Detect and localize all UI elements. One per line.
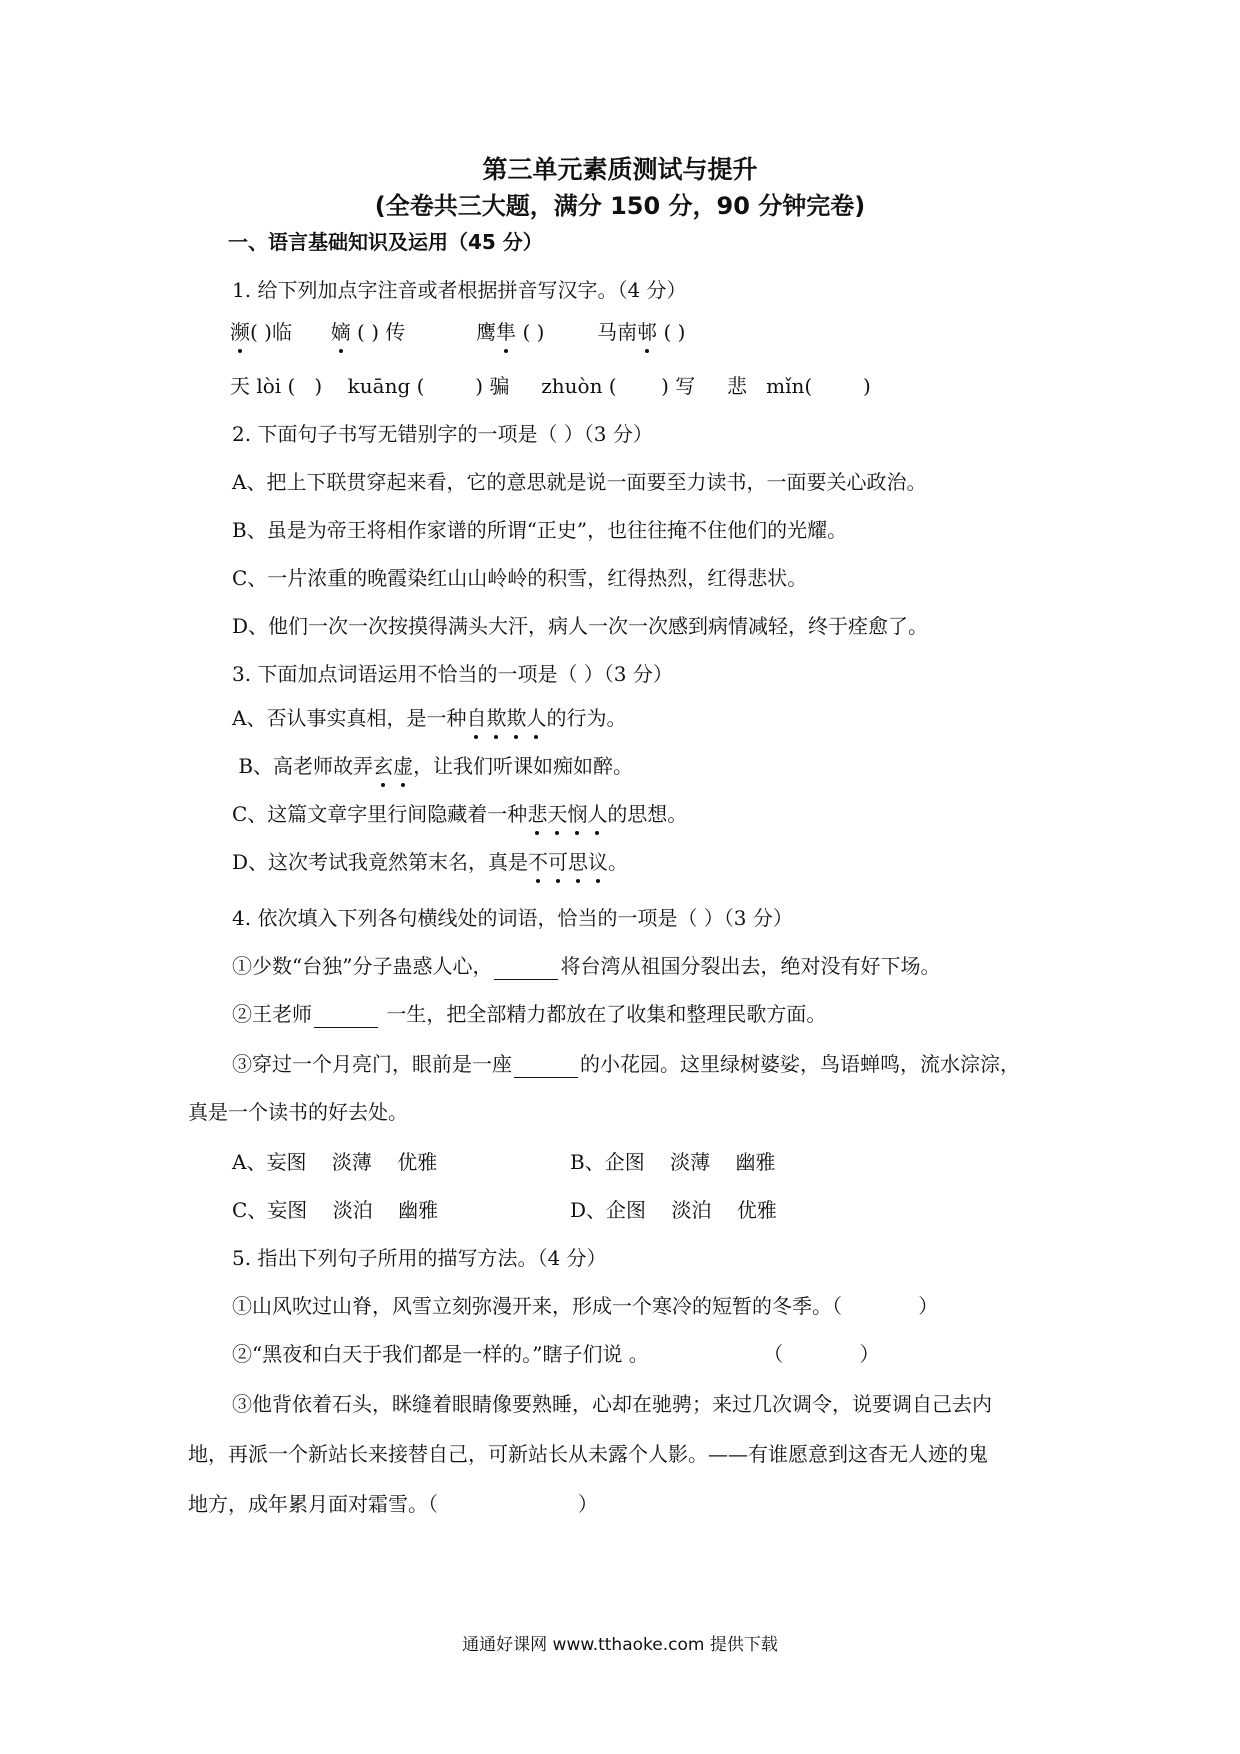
dotted-char: 议 — [588, 850, 609, 874]
q1-row1-c-blank: ( ) — [516, 320, 545, 344]
q4-option-a: A、妄图 淡薄 优雅 — [232, 1150, 438, 1174]
q1-row1-b-blank: ( ) 传 — [350, 320, 406, 344]
q1-row1-d-pre: 马南 — [597, 320, 638, 344]
q4-s3-pre: ③穿过一个月亮门，眼前是一座 — [232, 1052, 512, 1076]
dotted-char: 隼 — [496, 320, 517, 344]
q3-c-post: 的思想。 — [607, 802, 688, 826]
q4-s2-pre: ②王老师 — [232, 1002, 312, 1026]
dotted-char: 濒 — [230, 320, 250, 344]
fill-blank[interactable] — [494, 957, 558, 980]
q4-option-d: D、企图 淡泊 优雅 — [570, 1198, 777, 1222]
q4-option-b: B、企图 淡薄 幽雅 — [570, 1150, 776, 1174]
fill-blank[interactable] — [314, 1005, 378, 1028]
q2-option-d: D、他们一次一次按摸得满头大汗，病人一次一次感到病情减轻，终于痊愈了。 — [232, 614, 929, 638]
q3-a-pre: A、否认事实真相，是一种 — [232, 706, 467, 730]
page-subtitle: (全卷共三大题，满分 150 分，90 分钟完卷) — [374, 192, 866, 220]
dotted-char: 邨 — [637, 320, 658, 344]
dotted-char: 欺 — [486, 706, 507, 730]
q3-option-b — [232, 752, 633, 780]
q5-stem: 5. 指出下列句子所用的描写方法。（4 分） — [232, 1246, 607, 1270]
q3-c-pre: C、这篇文章字里行间隐藏着一种 — [232, 802, 528, 826]
dotted-phrase — [373, 754, 413, 778]
q1-row1-d-blank: ( ) — [657, 320, 686, 344]
dotted-char: 人 — [526, 706, 547, 730]
page-footer: 通通好课网 www.tthaoke.com 提供下载 — [462, 1635, 778, 1655]
dotted-char: 悯 — [567, 802, 588, 826]
fill-blank[interactable] — [514, 1055, 578, 1078]
q4-s3-post: 的小花园。这里绿树婆娑，鸟语蝉鸣，流水淙淙， — [580, 1052, 1020, 1076]
q2-option-a: A、把上下联贯穿起来看，它的意思就是说一面要至力读书，一面要关心政治。 — [232, 470, 927, 494]
dotted-phrase — [527, 802, 607, 826]
q4-s2-post: 一生，把全部精力都放在了收集和整理民歌方面。 — [380, 1002, 827, 1026]
dotted-char: 天 — [547, 802, 568, 826]
dotted-char: 嫡 — [330, 320, 351, 344]
q3-stem: 3. 下面加点词语运用不恰当的一项是（ ）（3 分） — [232, 662, 673, 686]
dotted-char: 悲 — [527, 802, 548, 826]
dotted-phrase — [528, 850, 608, 874]
q4-stem: 4. 依次填入下列各句横线处的词语，恰当的一项是（ ）（3 分） — [232, 906, 793, 930]
q2-option-c: C、一片浓重的晚霞染红山山岭岭的积雪，红得热烈，红得悲状。 — [232, 566, 808, 590]
q5-sentence-2: ②“黑夜和白天于我们都是一样的。”瞎子们说 。 （ ） — [232, 1342, 880, 1366]
q3-b-post: ，让我们听课如痴如醉。 — [413, 754, 634, 778]
dotted-char: 人 — [587, 802, 608, 826]
q5-sentence-1: ①山风吹过山脊，风雪立刻弥漫开来，形成一个寒冷的短暂的冬季。（ ） — [232, 1294, 939, 1318]
q3-option-a — [232, 704, 626, 732]
q5-sentence-3-line3: 地方，成年累月面对霜雪。（ ） — [188, 1492, 598, 1516]
dotted-char: 虚 — [393, 754, 414, 778]
dotted-char: 思 — [568, 850, 589, 874]
q4-sentence-3 — [232, 1050, 1020, 1078]
q2-stem: 2. 下面句子书写无错别字的一项是（ ）（3 分） — [232, 422, 653, 446]
q4-s1-pre: ①少数“台独”分子蛊惑人心， — [232, 954, 493, 978]
q2-option-b: B、虽是为帝王将相作家谱的所谓“正史”，也往往掩不住他们的光耀。 — [232, 518, 848, 542]
q4-option-c: C、妄图 淡泊 幽雅 — [232, 1198, 439, 1222]
q3-option-d — [232, 848, 628, 876]
q3-option-c — [232, 800, 687, 828]
q5-sentence-3-line1: ③他背依着石头，眯缝着眼睛像要熟睡，心却在驰骋；来过几次调令，说要调自己去内 — [232, 1392, 992, 1416]
dotted-char: 不 — [528, 850, 549, 874]
q1-stem: 1. 给下列加点字注音或者根据拼音写汉字。（4 分） — [232, 278, 687, 302]
q3-b-pre: B、高老师故弄 — [232, 754, 374, 778]
dotted-char: 玄 — [373, 754, 394, 778]
q5-sentence-3-line2: 地，再派一个新站长来接替自己，可新站长从未露个人影。——有谁愿意到这杳无人迹的鬼 — [188, 1442, 988, 1466]
q4-s1-post: 将台湾从祖国分裂出去，绝对没有好下场。 — [560, 954, 941, 978]
section-heading: 一、语言基础知识及运用（45 分） — [228, 230, 543, 254]
q3-d-post: 。 — [608, 850, 629, 874]
page-title: 第三单元素质测试与提升 — [482, 155, 758, 184]
q1-row1-a-blank: ( )临 — [250, 320, 292, 344]
dotted-char: 可 — [548, 850, 569, 874]
q1-row1 — [230, 318, 685, 346]
dotted-phrase — [466, 706, 546, 730]
q4-sentence-1 — [232, 952, 940, 980]
q4-sentence-2 — [232, 1000, 826, 1028]
q1-row2: 天 lòi ( ) kuāng ( ) 骗 zhuòn ( ) 写 悲 mǐn( ) — [230, 374, 871, 398]
q3-a-post: 的行为。 — [546, 706, 627, 730]
dotted-char: 欺 — [506, 706, 527, 730]
q1-row1-c-pre: 鹰 — [476, 320, 497, 344]
dotted-char: 自 — [466, 706, 487, 730]
q4-sentence-3-cont: 真是一个读书的好去处。 — [188, 1100, 408, 1124]
q3-d-pre: D、这次考试我竟然第末名，真是 — [232, 850, 529, 874]
